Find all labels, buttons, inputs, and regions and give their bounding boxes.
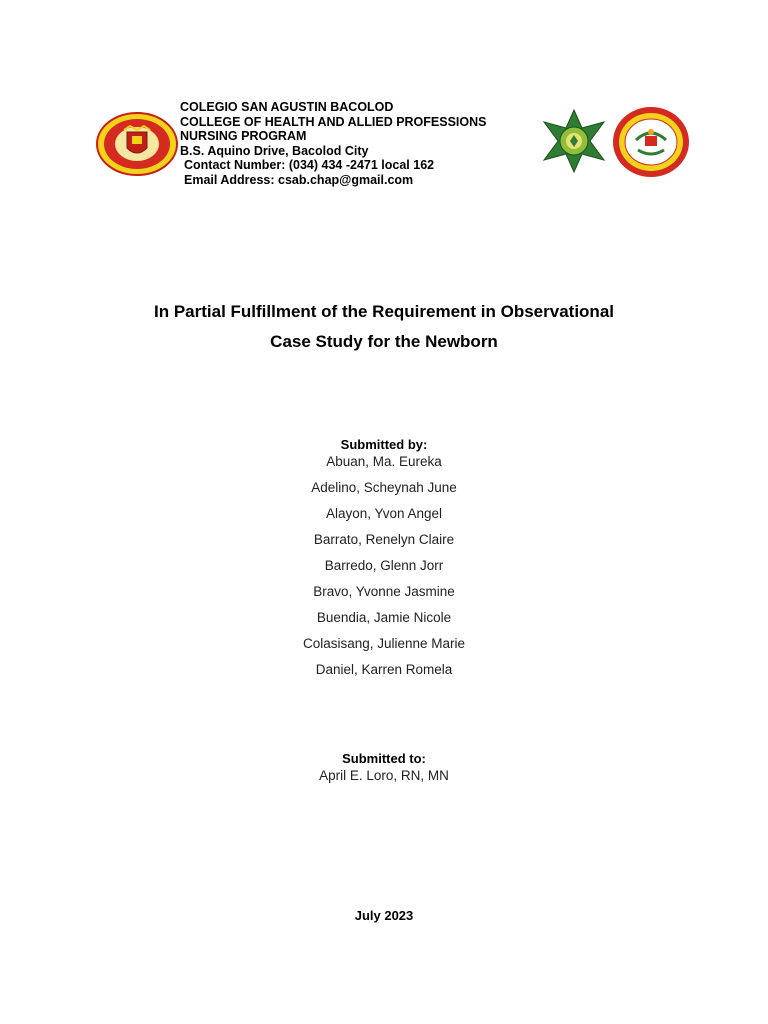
submitted-to-name: April E. Loro, RN, MN — [319, 768, 449, 783]
document-title-line-1: In Partial Fulfillment of the Requirement in Observational — [153, 302, 614, 321]
list-item: Barrato, Renelyn Claire — [313, 532, 455, 547]
contact-number: Contact Number: (034) 434 -2471 local 162 — [184, 158, 435, 173]
institution-header — [180, 100, 487, 188]
list-item: Barredo, Glenn Jorr — [324, 558, 444, 573]
document-title-line-2: Case Study for the Newborn — [270, 332, 498, 351]
submitted-by-list — [0, 452, 768, 686]
list-item: Buendia, Jamie Nicole — [316, 610, 452, 625]
program-name: NURSING PROGRAM — [180, 129, 307, 144]
list-item: Colasisang, Julienne Marie — [302, 636, 466, 651]
list-item: Bravo, Yvonne Jasmine — [313, 584, 455, 599]
chap-emblem-icon — [540, 108, 608, 174]
institution-address: B.S. Aquino Drive, Bacolod City — [180, 143, 369, 158]
email-address: Email Address: csab.chap@gmail.com — [184, 172, 414, 187]
nursing-program-seal-icon — [612, 106, 690, 178]
csab-seal-icon — [96, 112, 178, 176]
college-name: COLLEGE OF HEALTH AND ALLIED PROFESSIONS — [180, 114, 487, 129]
submitted-to-label: Submitted to: — [342, 751, 426, 766]
institution-name: COLEGIO SAN AGUSTIN BACOLOD — [180, 100, 394, 114]
list-item: Abuan, Ma. Eureka — [326, 454, 442, 469]
list-item: Adelino, Scheynah June — [311, 480, 457, 495]
list-item: Daniel, Karren Romela — [315, 662, 453, 677]
list-item: Alayon, Yvon Angel — [325, 506, 443, 521]
submitted-by-label: Submitted by: — [340, 437, 428, 452]
submission-date: July 2023 — [354, 908, 414, 923]
